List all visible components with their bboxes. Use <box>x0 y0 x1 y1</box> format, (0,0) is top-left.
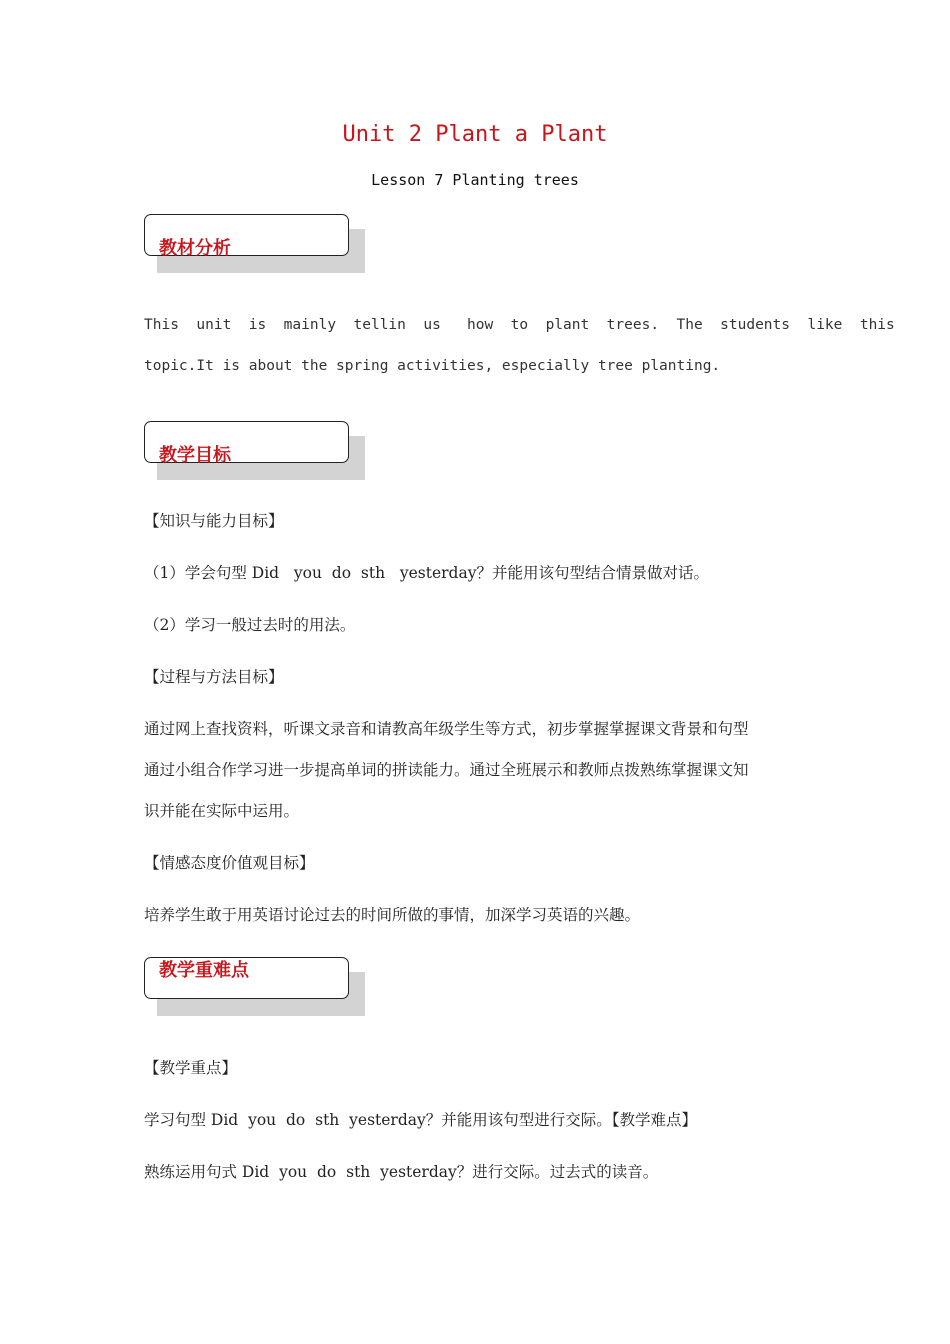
analysis-line-2: topic.It is about the spring activities, especially tree planting. <box>144 358 721 374</box>
analysis-line-1: This unit is mainly tellin us how to plant trees. The students like this <box>144 317 895 333</box>
section-heading-key-points: 教学重难点 <box>159 960 249 981</box>
difficulty-text: 熟练运用句式 Did you do sth yesterday？进行交际。过去式的读音。 <box>144 1163 659 1181</box>
emotion-heading: 【情感态度价值观目标】 <box>144 854 315 872</box>
section-heading-objectives: 教学目标 <box>159 445 231 466</box>
process-line-1: 通过网上查找资料，听课文录音和请教高年级学生等方式，初步掌握掌握课文背景和句型 <box>144 720 749 738</box>
key-point-text: 学习句型 Did you do sth yesterday？并能用该句型进行交际。【教学难点】 <box>144 1111 698 1129</box>
knowledge-item-1: （1）学会句型 Did you do sth yesterday？并能用该句型结合情景做对话。 <box>144 564 709 582</box>
process-line-2: 通过小组合作学习进一步提高单词的拼读能力。通过全班展示和教师点拨熟练掌握课文知 <box>144 761 749 779</box>
process-line-3: 识并能在实际中运用。 <box>144 802 300 820</box>
knowledge-heading: 【知识与能力目标】 <box>144 512 284 530</box>
key-point-heading: 【教学重点】 <box>144 1059 238 1077</box>
lesson-subtitle: Lesson 7 Planting trees <box>371 171 579 189</box>
emotion-text: 培养学生敢于用英语讨论过去的时间所做的事情，加深学习英语的兴趣。 <box>144 906 641 924</box>
document-title: Unit 2 Plant a Plant <box>342 122 608 147</box>
knowledge-item-2: （2）学习一般过去时的用法。 <box>144 616 356 634</box>
section-heading-analysis: 教材分析 <box>159 238 231 259</box>
process-heading: 【过程与方法目标】 <box>144 668 284 686</box>
